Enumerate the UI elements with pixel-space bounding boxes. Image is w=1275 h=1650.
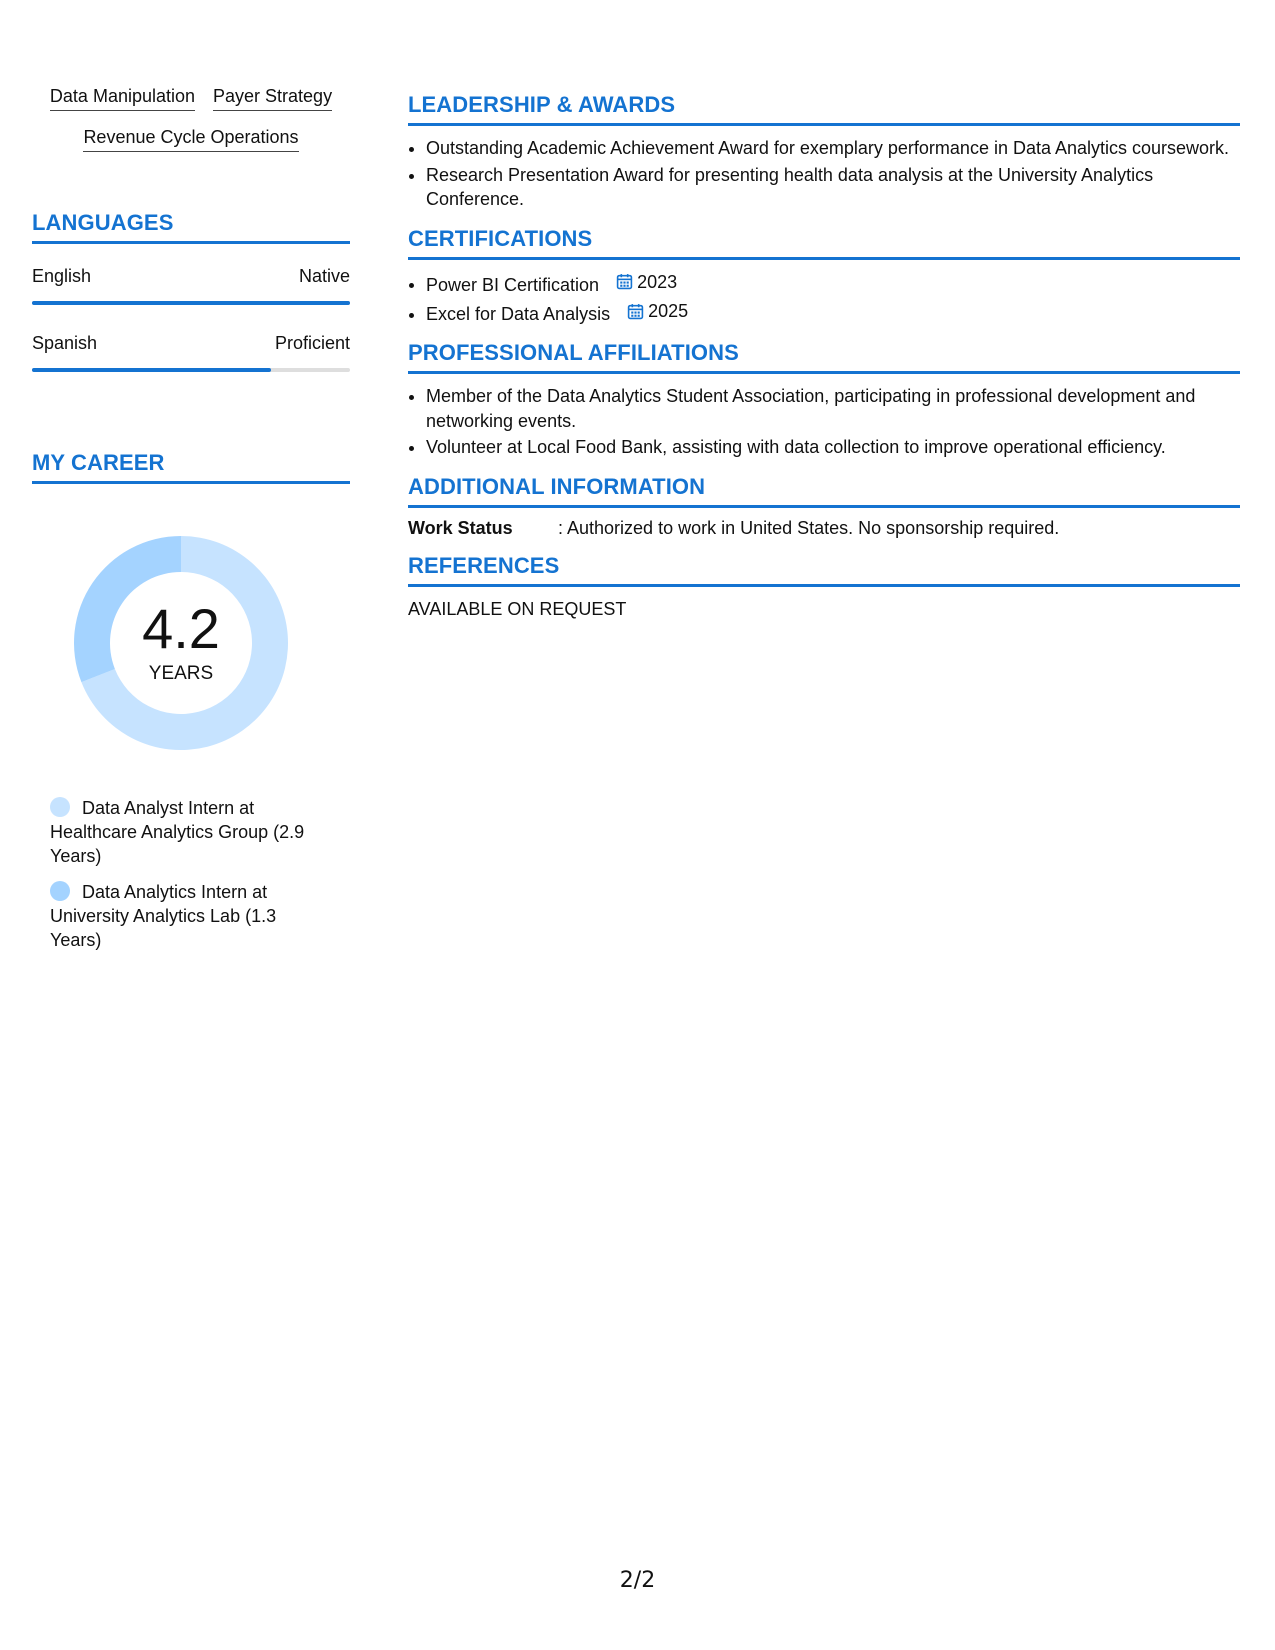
certifications-section	[408, 226, 1240, 327]
page-number: 2/2	[619, 1568, 656, 1593]
legend-dot	[50, 797, 70, 817]
calendar-icon	[616, 273, 633, 290]
language-item	[32, 266, 350, 305]
certification-name: Power BI Certification	[426, 274, 600, 295]
skill-row	[32, 127, 350, 152]
donut-center	[66, 528, 296, 758]
languages-title: LANGUAGES	[32, 210, 350, 244]
language-name: English	[32, 266, 92, 286]
certification-year: 2023	[637, 271, 678, 292]
skill-tag: Payer Strategy	[213, 86, 332, 111]
certification-item	[426, 299, 1240, 326]
affiliations-section	[408, 340, 1240, 460]
language-bar	[32, 368, 350, 372]
leadership-title: LEADERSHIP & AWARDS	[408, 92, 1240, 126]
references-text: AVAILABLE ON REQUEST	[408, 598, 627, 619]
certification-item	[426, 270, 1240, 297]
references-title: REFERENCES	[408, 553, 1240, 587]
right-column	[408, 0, 1240, 634]
calendar-icon	[627, 303, 644, 320]
affiliations-title: PROFESSIONAL AFFILIATIONS	[408, 340, 1240, 374]
languages-section	[32, 210, 350, 372]
legend-item	[50, 796, 320, 868]
info-row	[408, 518, 1240, 539]
legend-label: Data Analytics Intern at University Analytics Lab (1.3 Years)	[50, 882, 277, 950]
legend-item	[50, 880, 320, 952]
list-item: • Research Presentation Award for presenting health data analysis at the University Analytics Conference.	[426, 163, 1240, 212]
additional-title: ADDITIONAL INFORMATION	[408, 474, 1240, 508]
career-section	[32, 450, 350, 964]
career-unit: YEARS	[148, 663, 214, 684]
legend-label: Data Analyst Intern at Healthcare Analytics Group (2.9 Years)	[50, 798, 305, 866]
list-item: • Outstanding Academic Achievement Award for exemplary performance in Data Analytics coursework.	[426, 136, 1240, 161]
certification-date	[616, 270, 677, 295]
career-legend	[50, 796, 320, 952]
certification-year: 2025	[648, 300, 689, 321]
references-section	[408, 553, 1240, 620]
leadership-section	[408, 92, 1240, 212]
skill-row	[32, 86, 350, 111]
info-label: Work Status	[408, 517, 513, 538]
career-title: MY CAREER	[32, 450, 350, 484]
language-item	[32, 333, 350, 372]
certifications-title: CERTIFICATIONS	[408, 226, 1240, 260]
certification-date	[627, 299, 688, 324]
career-total: 4.2	[142, 597, 220, 660]
skill-tag: Data Manipulation	[50, 86, 195, 111]
certification-name: Excel for Data Analysis	[426, 303, 611, 324]
list-item: • Member of the Data Analytics Student Association, participating in professional development and networking events.	[426, 384, 1240, 433]
language-bar-fill	[32, 368, 271, 372]
language-level: Native	[298, 266, 350, 286]
list-item: • Volunteer at Local Food Bank, assisting with data collection to improve operational efficiency.	[426, 435, 1240, 460]
language-name: Spanish	[32, 333, 98, 353]
career-donut-chart	[66, 528, 296, 758]
legend-dot	[50, 881, 70, 901]
skill-tag: Revenue Cycle Operations	[83, 127, 298, 152]
info-value: : Authorized to work in United States. No sponsorship required.	[558, 517, 1060, 538]
language-bar	[32, 301, 350, 305]
language-level: Proficient	[274, 333, 350, 353]
skills-list	[32, 86, 350, 168]
additional-section	[408, 474, 1240, 539]
language-bar-fill	[32, 301, 350, 305]
